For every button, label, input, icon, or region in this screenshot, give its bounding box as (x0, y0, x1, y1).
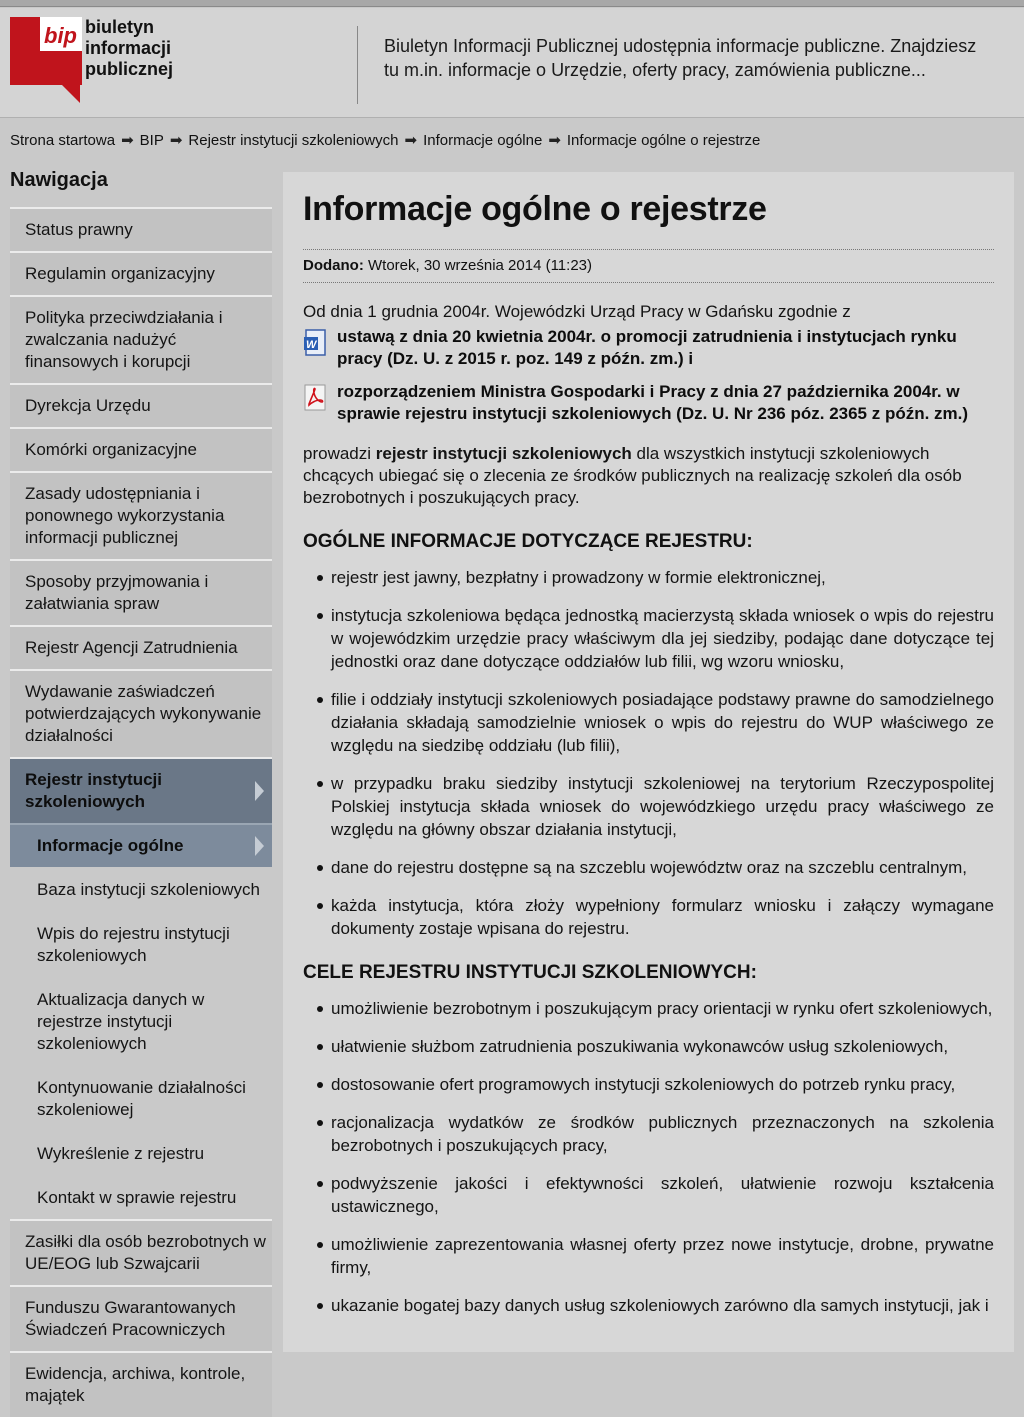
doc-link-rozporzadzenie (303, 381, 994, 425)
nav-item-label: Informacje ogólne (37, 836, 184, 855)
logo-line-2: informacji publicznej (85, 38, 174, 79)
nav-item-zasady-udostepniania[interactable]: Zasady udostępniania i ponownego wykorzystania informacji publicznej (10, 471, 272, 559)
svg-text:W: W (306, 339, 317, 351)
nav-item-rejestr-instytucji[interactable] (10, 757, 272, 823)
section-heading-general: OGÓLNE INFORMACJE DOTYCZĄCE REJESTRU: (303, 531, 753, 552)
goals-list (303, 997, 994, 1317)
logo-line-1: biuletyn (85, 17, 155, 37)
header-description: Biuletyn Informacji Publicznej udostępnia informacje publiczne. Znajdziesz tu m.in. informacje o Urzędzie, oferty pracy, zamówienia publiczne... (384, 36, 977, 80)
added-value: Wtorek, 30 września 2014 (11:23) (368, 257, 592, 274)
nav-item-komorki[interactable]: Komórki organizacyjne (10, 427, 272, 471)
nav-item-kontynuowanie[interactable]: Kontynuowanie działalności szkoleniowej (10, 1065, 272, 1131)
section-heading-goals: CELE REJESTRU INSTYTUCJI SZKOLENIOWYCH: (303, 962, 757, 983)
word-document-icon (303, 329, 327, 357)
list-item: dane do rejestru dostępne są na szczeblu województw oraz na szczeblu centralnym, (303, 856, 994, 879)
nav-item-status-prawny[interactable]: Status prawny (10, 207, 272, 251)
divider (303, 282, 994, 283)
list-item: każda instytucja, która złoży wypełniony formularz wniosku i załączy wymagane dokumenty zostaje wpisana do rejestru. (303, 894, 994, 940)
breadcrumb-current: Informacje ogólne o rejestrze (566, 132, 761, 149)
site-header (0, 8, 1024, 118)
nav-item-ewidencja[interactable]: Ewidencja, archiwa, kontrole, majątek (10, 1351, 272, 1417)
nav-item-sposoby-przyjmowania[interactable]: Sposoby przyjmowania i załatwiania spraw (10, 559, 272, 625)
general-info-list (303, 566, 994, 940)
nav-title: Nawigacja (10, 169, 108, 191)
register-description (303, 443, 994, 509)
list-item: w przypadku braku siedziby instytucji szkoleniowej na terytorium Rzeczypospolitej Polskiej instytucja składa wniosek do wojewódzkiego urzędu pracy właściwego ze względu na główny obszar działania instytucji, (303, 772, 994, 841)
header-divider (357, 26, 358, 104)
nav-item-baza-instytucji[interactable]: Baza instytucji szkoleniowych (10, 867, 272, 911)
pdf-document-icon (303, 384, 327, 412)
sidebar-nav (10, 207, 272, 1417)
bip-logo-icon (10, 15, 82, 103)
list-item: umożliwienie bezrobotnym i poszukującym pracy orientacji w rynku ofert szkoleniowych, (303, 997, 994, 1020)
nav-item-rejestr-agencji[interactable]: Rejestr Agencji Zatrudnienia (10, 625, 272, 669)
para-bold: rejestr instytucji szkoleniowych (375, 444, 632, 463)
list-item: racjonalizacja wydatków ze środków publicznych przeznaczonych na szkolenia bezrobotnych i poszukujących pracy, (303, 1111, 994, 1157)
nav-item-informacje-ogolne[interactable] (10, 823, 272, 867)
logo-mark-text: bip (44, 23, 77, 48)
nav-item-wykreslenie[interactable]: Wykreślenie z rejestru (10, 1131, 272, 1175)
intro-text: Od dnia 1 grudnia 2004r. Wojewódzki Urząd Pracy w Gdańsku zgodnie z (303, 302, 851, 321)
page-title: Informacje ogólne o rejestrze (303, 190, 767, 228)
list-item: umożliwienie zaprezentowania własnej oferty przez nowe instytucje, drobne, prywatne firmy, (303, 1233, 994, 1279)
nav-item-label: Rejestr instytucji szkoleniowych (25, 770, 162, 811)
breadcrumb-arrow-icon: ➡ (169, 132, 183, 149)
nav-item-zasilki[interactable]: Zasiłki dla osób bezrobotnych w UE/EOG lub Szwajcarii (10, 1219, 272, 1285)
link-rozporzadzenie[interactable]: rozporządzeniem Ministra Gospodarki i Pracy z dnia 27 października 2004r. w sprawie rejestru instytucji szkoleniowych (Dz. U. Nr 236 póz. 2365 z późn. zm.) (337, 382, 969, 423)
breadcrumb (10, 131, 760, 149)
nav-item-zaswiadczenia[interactable]: Wydawanie zaświadczeń potwierdzających wykonywanie działalności (10, 669, 272, 757)
para-text: prowadzi (303, 444, 376, 463)
nav-item-fundusz[interactable]: Funduszu Gwarantowanych Świadczeń Pracowniczych (10, 1285, 272, 1351)
bip-logo[interactable] (10, 15, 250, 110)
chevron-right-icon (255, 836, 264, 856)
nav-item-dyrekcja[interactable]: Dyrekcja Urzędu (10, 383, 272, 427)
breadcrumb-bip[interactable]: BIP (139, 132, 164, 149)
nav-item-regulamin[interactable]: Regulamin organizacyjny (10, 251, 272, 295)
breadcrumb-home[interactable]: Strona startowa (10, 132, 116, 149)
added-date (303, 250, 994, 282)
list-item: dostosowanie ofert programowych instytucji szkoleniowych do potrzeb rynku pracy, (303, 1073, 994, 1096)
article-content (283, 172, 1014, 1352)
list-item: ukazanie bogatej bazy danych usług szkoleniowych zarówno dla samych instytucji, jak i (303, 1294, 994, 1317)
list-item: rejestr jest jawny, bezpłatny i prowadzony w formie elektronicznej, (303, 566, 994, 589)
breadcrumb-arrow-icon: ➡ (404, 132, 418, 149)
list-item: podwyższenie jakości i efektywności szkoleń, ułatwienie rozwoju kształcenia ustawicznego, (303, 1172, 994, 1218)
list-item: filie i oddziały instytucji szkoleniowych posiadające podstawy prawne do samodzielnego działania składają samodzielnie wniosek o wpis do rejestru do WUP właściwego ze względu na siedzibę oddziału (lub filii), (303, 688, 994, 757)
list-item: ułatwienie służbom zatrudnienia poszukiwania wykonawców usług szkoleniowych, (303, 1035, 994, 1058)
nav-item-kontakt[interactable]: Kontakt w sprawie rejestru (10, 1175, 272, 1219)
doc-link-ustawa (303, 326, 994, 370)
list-item: instytucja szkoleniowa będąca jednostką macierzystą składa wniosek o wpis do rejestru w wojewódzkim urzędzie pracy właściwym dla jej siedziby, podając dane dotyczące tej jednostki oraz dane dotyczące oddziałów lub filii, wg wzoru wniosku, (303, 604, 994, 673)
breadcrumb-arrow-icon: ➡ (121, 132, 134, 149)
nav-item-wpis-do-rejestru[interactable]: Wpis do rejestru instytucji szkoleniowych (10, 911, 272, 977)
breadcrumb-arrow-icon: ➡ (548, 132, 561, 149)
breadcrumb-register[interactable]: Rejestr instytucji szkoleniowych (188, 132, 399, 149)
link-ustawa[interactable]: ustawą z dnia 20 kwietnia 2004r. o promocji zatrudnienia i instytucjach rynku pracy (Dz. U. z 2015 r. poz. 149 z późn. zm.) i (337, 327, 957, 368)
logo-text (85, 17, 250, 80)
nav-item-polityka[interactable]: Polityka przeciwdziałania i zwalczania nadużyć finansowych i korupcji (10, 295, 272, 383)
chevron-right-icon (255, 781, 264, 801)
breadcrumb-general-info[interactable]: Informacje ogólne (423, 132, 543, 149)
nav-item-aktualizacja-danych[interactable]: Aktualizacja danych w rejestrze instytucji szkoleniowych (10, 977, 272, 1065)
browser-top-edge (0, 0, 1024, 7)
para-text: dla wszystkich instytucji szkoleniowych chcących ubiegać się o zlecenia ze środków publicznych na realizację szkoleń dla osób bezrobotnych i poszukujących pracy. (303, 444, 962, 507)
added-label: Dodano: (303, 257, 364, 274)
